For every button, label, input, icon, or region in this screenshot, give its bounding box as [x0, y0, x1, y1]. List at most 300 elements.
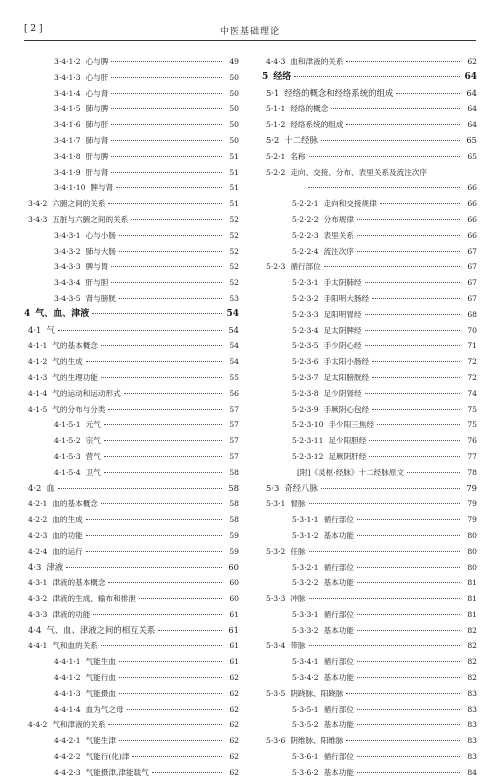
- toc-entry: [24, 607, 239, 623]
- toc-entry: [24, 338, 239, 354]
- toc-entry: [24, 433, 239, 449]
- toc-entry-title: 阴维脉、阳维脉: [290, 736, 344, 746]
- toc-entry-title: 卫气: [85, 467, 101, 477]
- dot-leader: [372, 377, 460, 378]
- toc-entry: [262, 196, 477, 212]
- toc-entry: [24, 465, 239, 481]
- toc-entry-title: 元气: [85, 420, 101, 430]
- dot-leader: [119, 677, 222, 678]
- toc-entry: [262, 417, 477, 433]
- toc-entry: [24, 291, 239, 307]
- toc-entry-number: 4·1·4: [28, 388, 48, 398]
- toc-entry-title: 肝与肾: [85, 167, 109, 177]
- dot-leader: [357, 709, 460, 710]
- dot-leader: [357, 630, 460, 631]
- toc-entry-number: 5·3·2: [266, 546, 286, 556]
- toc-entry-title: 血的运行: [52, 546, 83, 556]
- toc-entry-title: 六腑之间的关系: [52, 199, 106, 209]
- dot-leader: [111, 156, 222, 157]
- toc-entry-title: 足阳明胃经: [323, 309, 362, 319]
- toc-entry-title: 经络系统的组成: [290, 120, 344, 130]
- dot-leader: [108, 582, 222, 583]
- toc-entry-page: 62: [229, 688, 239, 698]
- dot-leader: [331, 108, 460, 109]
- toc-entry-title: 气能摄津,津能载气: [85, 767, 149, 777]
- dot-leader: [158, 630, 222, 631]
- toc-entry-number: 5·3·6·2: [292, 767, 319, 777]
- toc-entry-number: 4·1·5: [28, 404, 48, 414]
- toc-entry-page: 83: [467, 752, 477, 762]
- toc-entry-title: 足太阴脾经: [323, 325, 362, 335]
- toc-entry-number: 3·4·1·3: [54, 72, 81, 82]
- page-number: [ 2 ]: [24, 24, 43, 34]
- dot-leader: [111, 108, 222, 109]
- toc-entry: [24, 101, 239, 117]
- dot-leader: [324, 266, 460, 267]
- toc-entry-title: 分布规律: [323, 214, 354, 224]
- dot-leader: [101, 503, 222, 504]
- toc-entry-number: 3·4·3·5: [54, 293, 81, 303]
- toc-entry-page: 57: [229, 420, 239, 430]
- toc-entry-number: 5·1: [266, 87, 280, 98]
- toc-entry-number: 3·4·3: [28, 214, 48, 224]
- toc-entry-page: 56: [229, 388, 239, 398]
- toc-entry-title: 循行部位: [323, 562, 354, 572]
- toc-entry-title: 手太阳小肠经: [323, 357, 370, 367]
- toc-entry: [24, 354, 239, 370]
- toc-entry: [24, 560, 239, 576]
- toc-entry: [24, 512, 239, 528]
- dot-leader: [357, 251, 460, 252]
- toc-entry: [262, 449, 477, 465]
- toc-entry-title: 气的生成: [52, 357, 83, 367]
- toc-entry-title: 气、血、津液: [35, 308, 90, 319]
- dot-leader: [365, 314, 460, 315]
- toc-entry-page: 64: [464, 71, 477, 82]
- dot-leader: [407, 472, 460, 473]
- toc-entry-page: 51: [229, 199, 239, 209]
- toc-entry-page: 79: [467, 515, 477, 525]
- toc-entry-title: 基本功能: [323, 578, 354, 588]
- toc-entry-page: 52: [229, 230, 239, 240]
- toc-entry-page: 82: [467, 641, 477, 651]
- toc-entry-number: 4·1·5·2: [54, 436, 81, 446]
- toc-entry-title: 循行部位: [323, 657, 354, 667]
- toc-entry-title: 脾与肾: [90, 183, 114, 193]
- toc-entry-number: 5·3·4·1: [292, 657, 319, 667]
- toc-entry: [262, 165, 477, 181]
- toc-entry-number: 4·4·2·2: [54, 752, 81, 762]
- toc-entry-number: 4·2: [28, 482, 42, 493]
- dot-leader: [86, 519, 222, 520]
- toc-entry-number: 5·3·1·2: [292, 530, 319, 540]
- toc-entry-page: 80: [467, 530, 477, 540]
- toc-entry-title: 循行部位: [323, 609, 354, 619]
- dot-leader: [132, 756, 222, 757]
- toc-entry: [262, 654, 477, 670]
- toc-entry-page: 52: [229, 214, 239, 224]
- toc-entry-number: 4·1·3: [28, 372, 48, 382]
- toc-entry-title: 基本功能: [323, 767, 354, 777]
- toc-entry: [262, 117, 477, 133]
- dot-leader: [357, 235, 460, 236]
- toc-entry-title: 足太阳膀胱经: [323, 372, 370, 382]
- toc-entry-title: 津液的生成、输布和排泄: [52, 594, 136, 604]
- toc-entry-number: 5: [262, 71, 269, 82]
- toc-entry-page: 82: [467, 625, 477, 635]
- toc-entry: [24, 165, 239, 181]
- toc-entry-number: 4·2·4: [28, 546, 48, 556]
- toc-entry-page: 58: [229, 515, 239, 525]
- toc-entry: [24, 86, 239, 102]
- toc-entry-number: 4: [24, 308, 31, 319]
- toc-entry: [262, 528, 477, 544]
- toc-entry: [24, 717, 239, 733]
- toc-entry-page: 55: [229, 372, 239, 382]
- toc-entry-number: 4·4·2·3: [54, 767, 81, 777]
- toc-entry: [24, 702, 239, 718]
- toc-entry: [24, 765, 239, 781]
- toc-entry: [262, 717, 477, 733]
- toc-entry-number: 5·3·5·2: [292, 720, 319, 730]
- toc-entry-number: 3·4·1·5: [54, 104, 81, 114]
- toc-entry-title: 气、血、津液之间的相互关系: [46, 624, 156, 635]
- toc-entry-title: 肺与肝: [85, 120, 109, 130]
- toc-entry: [24, 402, 239, 418]
- dot-leader: [101, 345, 222, 346]
- toc-entry: [262, 370, 477, 386]
- toc-entry-title: 气能生血: [85, 657, 116, 667]
- dot-leader: [131, 219, 222, 220]
- toc-entry-number: 4·3·2: [28, 594, 48, 604]
- toc-entry-title: 津液的功能: [52, 609, 91, 619]
- toc-entry-page: 49: [229, 57, 239, 66]
- toc-entry-page: 65: [467, 151, 477, 161]
- toc-entry: [262, 560, 477, 576]
- dot-leader: [139, 598, 222, 599]
- toc-entry-page: 81: [467, 578, 477, 588]
- toc-entry-title: 血: [46, 482, 55, 493]
- toc-entry-number: 4·1·5·1: [54, 420, 81, 430]
- toc-entry-title: 任脉: [290, 546, 306, 556]
- toc-entry: [24, 370, 239, 386]
- dot-leader: [152, 772, 222, 773]
- toc-entry-number: 5·3·4·2: [292, 673, 319, 683]
- toc-entry-number: 5·2·3·2: [292, 293, 319, 303]
- toc-entry-title: 气能行(化)津: [85, 752, 130, 762]
- toc-entry-number: 5·2·3·5: [292, 341, 319, 351]
- toc-entry: [24, 528, 239, 544]
- toc-entry-page: 66: [467, 183, 477, 193]
- toc-entry-number: 4·3·3: [28, 609, 48, 619]
- toc-entry-page: 61: [229, 641, 239, 651]
- toc-entry-number: 5·2·3·11: [292, 436, 324, 446]
- dot-leader: [93, 614, 222, 615]
- toc-entry-title: 宗气: [85, 436, 101, 446]
- toc-entry-number: 4·4·1·2: [54, 673, 81, 683]
- toc-entry-page: 50: [229, 135, 239, 145]
- toc-entry-number: 3·4·3·1: [54, 230, 81, 240]
- toc-entry-title: 心与肝: [85, 72, 109, 82]
- toc-entry-page: 83: [467, 704, 477, 714]
- toc-entry-page: 75: [467, 404, 477, 414]
- toc-entry-number: 5·3: [266, 482, 280, 493]
- toc-entry: [262, 433, 477, 449]
- toc-entry-page: 62: [229, 720, 239, 730]
- toc-entry-title: 手太阴肺经: [323, 278, 362, 288]
- toc-entry: [262, 512, 477, 528]
- dot-leader: [365, 282, 460, 283]
- dot-leader: [377, 424, 460, 425]
- toc-entry-title: 气的运动和运动形式: [52, 388, 121, 398]
- toc-entry: [24, 275, 239, 291]
- toc-entry: [262, 591, 477, 607]
- dot-leader: [365, 330, 460, 331]
- dot-leader: [357, 519, 460, 520]
- toc-entry-number: 5·3·1·1: [292, 515, 319, 525]
- toc-entry-title: 足少阳胆经: [328, 436, 367, 446]
- toc-entry-number: 5·2·2·2: [292, 214, 319, 224]
- toc-entry-title: 循行部位: [323, 752, 354, 762]
- toc-entry-number: 3·4·1·9: [54, 167, 81, 177]
- toc-entry: [262, 481, 477, 497]
- toc-entry: [262, 354, 477, 370]
- toc-entry-page: 66: [467, 230, 477, 240]
- dot-leader: [357, 724, 460, 725]
- toc-entry: [24, 180, 239, 196]
- toc-entry: [262, 386, 477, 402]
- toc-entry-title: 气和津液的关系: [52, 720, 106, 730]
- toc-entry: [262, 86, 477, 102]
- toc-entry-page: 51: [229, 151, 239, 161]
- toc-entry: [262, 54, 477, 70]
- toc-entry-page: 57: [229, 404, 239, 414]
- toc-entry-title: 循行部位: [290, 262, 321, 272]
- dot-leader: [396, 93, 460, 94]
- toc-entry-page: 82: [467, 657, 477, 667]
- toc-entry: [24, 686, 239, 702]
- toc-entry-title: 走向和交接规律: [323, 199, 377, 209]
- toc-entry: [24, 449, 239, 465]
- toc-entry-number: 4·4·1·4: [54, 704, 81, 714]
- toc-entry-number: 5·2·3·6: [292, 357, 319, 367]
- toc-entry-page: 77: [467, 451, 477, 461]
- dot-leader: [119, 251, 222, 252]
- toc-entry-page: 61: [229, 657, 239, 667]
- toc-entry-title: 肝与胆: [85, 278, 109, 288]
- toc-entry-title: 表里关系: [323, 230, 354, 240]
- toc-entry-title: 奇经八脉: [284, 482, 318, 493]
- toc-entry-title: 心与小肠: [85, 230, 116, 240]
- toc-entry-title: 基本功能: [323, 530, 354, 540]
- dot-leader: [127, 709, 222, 710]
- toc-entry-page: 62: [229, 752, 239, 762]
- toc-entry-title: 循行部位: [323, 515, 354, 525]
- toc-entry-page: 81: [467, 594, 477, 604]
- toc-entry-number: 5·2·3·12: [292, 451, 324, 461]
- toc-entry-title: 血为气之母: [85, 704, 124, 714]
- dot-leader: [372, 361, 460, 362]
- toc-entry: [24, 259, 239, 275]
- toc-entry-page: 84: [467, 767, 477, 777]
- toc-entry-number: 4·3: [28, 561, 42, 572]
- toc-entry-page: 76: [467, 436, 477, 446]
- dot-leader: [111, 266, 222, 267]
- toc-entry-page: 53: [229, 293, 239, 303]
- dot-leader: [111, 172, 222, 173]
- toc-entry: [24, 670, 239, 686]
- toc-entry-page: 58: [229, 467, 239, 477]
- toc-entry: [24, 133, 239, 149]
- dot-leader: [111, 140, 222, 141]
- toc-entry-title: 流注次序: [323, 246, 354, 256]
- toc-entry-number: 3·4·1·4: [54, 88, 81, 98]
- toc-entry-number: 5·2·3·9: [292, 404, 319, 414]
- dot-leader: [58, 330, 222, 331]
- dot-leader: [369, 456, 460, 457]
- toc-entry-number: 3·4·2: [28, 199, 48, 209]
- toc-entry-page: 52: [229, 278, 239, 288]
- toc-entry-page: 64: [467, 104, 477, 114]
- toc-entry: [262, 465, 477, 481]
- toc-entry-title: 肾与膀胱: [85, 293, 116, 303]
- toc-entry-title: 气能生津: [85, 736, 116, 746]
- toc-entry-title: 手少阳三焦经: [328, 420, 374, 430]
- toc-entry-title: 手少阴心经: [323, 341, 362, 351]
- toc-entry-title: 津液的基本概念: [52, 578, 106, 588]
- toc-entry-title: 十二经脉: [284, 134, 318, 145]
- toc-entry-number: 4·1·1: [28, 341, 48, 351]
- toc-entry: [262, 180, 477, 196]
- toc-entry: [24, 117, 239, 133]
- toc-entry-number: 4·2·1: [28, 499, 48, 509]
- dot-leader: [294, 76, 460, 77]
- toc-entry: [262, 749, 477, 765]
- dot-leader: [119, 693, 222, 694]
- toc-entry-title: 血的基本概念: [52, 499, 98, 509]
- toc-entry-number: 5·3·4: [266, 641, 286, 651]
- toc-entry: [262, 307, 477, 323]
- toc-entry: [262, 607, 477, 623]
- dot-leader: [104, 440, 222, 441]
- toc-entry-number: 5·3·5: [266, 688, 286, 698]
- toc-entry: [24, 386, 239, 402]
- toc-entry-page: 61: [228, 624, 239, 635]
- toc-entry-number: 5·2·3·4: [292, 325, 319, 335]
- toc-entry-number: 4·4·1: [28, 641, 48, 651]
- toc-entry-number: 3·4·3·3: [54, 262, 81, 272]
- toc-entry: [24, 638, 239, 654]
- toc-left-column: [24, 54, 239, 781]
- dot-leader: [86, 361, 222, 362]
- toc-entry: [262, 575, 477, 591]
- dot-leader: [365, 393, 460, 394]
- toc-entry-title: 督脉: [290, 499, 306, 509]
- toc-entry-page: 60: [228, 561, 239, 572]
- toc-entry: [262, 291, 477, 307]
- toc-entry-page: 65: [466, 134, 477, 145]
- toc-entry-title: 肺与大肠: [85, 246, 116, 256]
- dot-leader: [346, 740, 460, 741]
- toc-entry-page: 75: [467, 420, 477, 430]
- dot-leader: [321, 488, 460, 489]
- toc-entry-title: 走向、交接、分布、表里关系及流注次序: [290, 167, 428, 177]
- toc-entry-number: 4·4·2·1: [54, 736, 81, 746]
- dot-leader: [346, 124, 460, 125]
- toc-entry-page: 62: [229, 736, 239, 746]
- toc-entry-title: 名称: [290, 151, 306, 161]
- toc-entry-title: 气能摄血: [85, 688, 116, 698]
- toc-entry: [24, 212, 239, 228]
- toc-entry: [24, 481, 239, 497]
- toc-entry: [24, 70, 239, 86]
- toc-entry-title: 血的功能: [52, 530, 83, 540]
- toc-entry: [24, 654, 239, 670]
- toc-entry: [24, 733, 239, 749]
- toc-entry-number: 5·2·3: [266, 262, 286, 272]
- toc-entry-number: 5·2·2·3: [292, 230, 319, 240]
- dot-leader: [111, 61, 222, 62]
- toc-entry: [262, 670, 477, 686]
- toc-entry-page: 62: [229, 767, 239, 777]
- toc-entry-page: 54: [229, 341, 239, 351]
- dot-leader: [321, 140, 460, 141]
- dot-leader: [86, 551, 222, 552]
- toc-entry-number: 4·4·1·1: [54, 657, 81, 667]
- dot-leader: [92, 313, 222, 314]
- dot-leader: [357, 535, 460, 536]
- toc-entry-number: 5·3·6: [266, 736, 286, 746]
- toc-entry-number: 4·1·5·4: [54, 467, 81, 477]
- toc-entry-page: 51: [229, 183, 239, 193]
- toc-entry-page: 50: [229, 120, 239, 130]
- toc-entry-page: 54: [229, 357, 239, 367]
- toc-entry-number: 4·2·3: [28, 530, 48, 540]
- toc-entry-number: 4·1·2: [28, 357, 48, 367]
- toc-entry-number: 5·2·3·8: [292, 388, 319, 398]
- toc-entry-number: 3·4·1·10: [54, 183, 86, 193]
- toc-entry-page: 62: [229, 704, 239, 714]
- toc-entry-page: 80: [467, 546, 477, 556]
- toc-entry-number: 4·3·1: [28, 578, 48, 588]
- toc-entry: [24, 149, 239, 165]
- toc-entry-number: 5·3·2·2: [292, 578, 319, 588]
- dot-leader: [104, 456, 222, 457]
- dot-leader: [108, 724, 222, 725]
- toc-entry: [262, 702, 477, 718]
- toc-entry-number: 3·4·1·6: [54, 120, 81, 130]
- dot-leader: [369, 440, 460, 441]
- toc-entry: [24, 54, 239, 70]
- toc-entry: [24, 623, 239, 639]
- toc-entry-number: 4·1·5·3: [54, 451, 81, 461]
- dot-leader: [372, 298, 460, 299]
- page-header: [24, 24, 476, 41]
- toc-entry: [262, 402, 477, 418]
- toc-entry-title: [附]《灵枢·经脉》十二经脉原文: [297, 467, 405, 477]
- toc-entry-number: 5·2·3·10: [292, 420, 324, 430]
- dot-leader: [372, 409, 460, 410]
- toc-entry: [262, 686, 477, 702]
- toc-entry-page: 50: [229, 104, 239, 114]
- toc-entry-page: 70: [467, 325, 477, 335]
- toc-entry-page: 61: [229, 609, 239, 619]
- toc-entry-number: 5·2·3·7: [292, 372, 319, 382]
- toc-entry-number: 5·2·2·4: [292, 246, 319, 256]
- toc-entry-number: 4·1: [28, 324, 42, 335]
- dot-leader: [119, 298, 222, 299]
- toc-entry-number: 4·4: [28, 624, 42, 635]
